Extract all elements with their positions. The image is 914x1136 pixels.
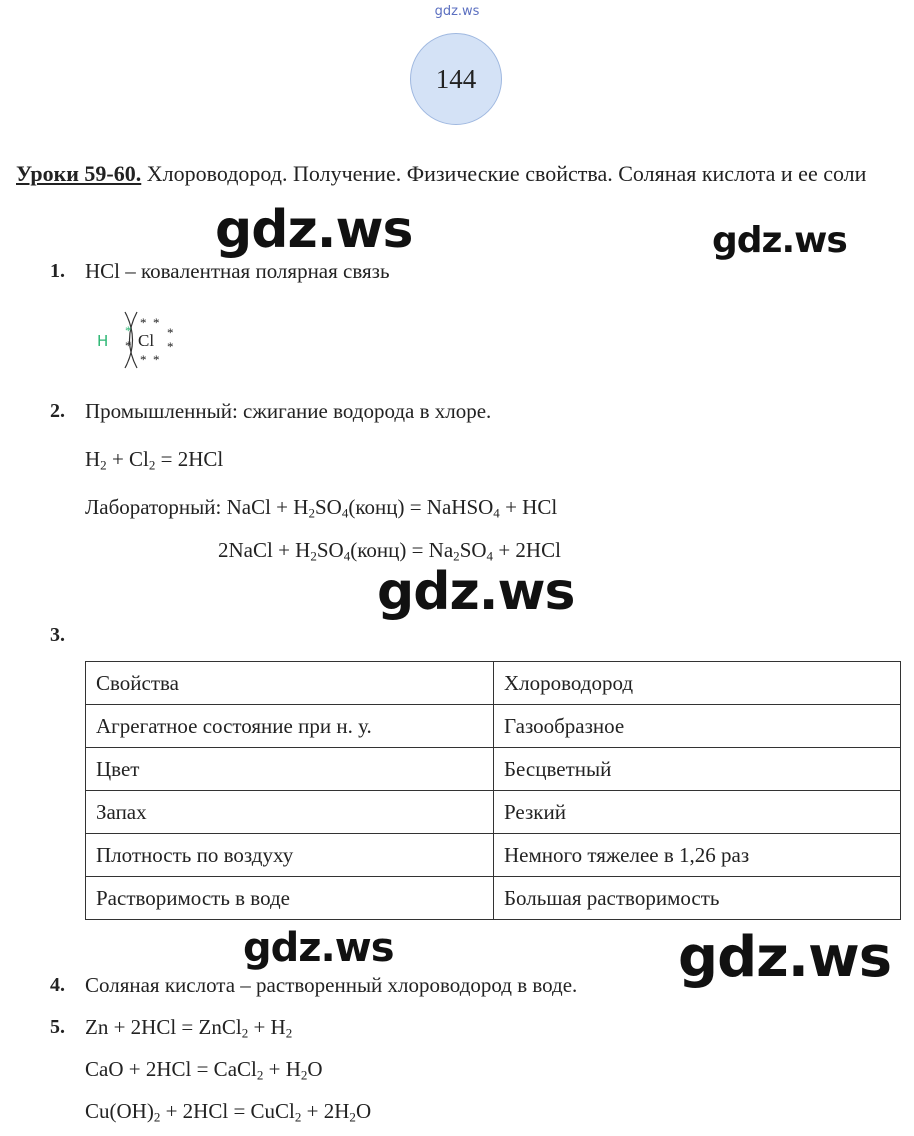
item-number-1: 1. — [50, 260, 65, 282]
watermark: gdz.ws — [678, 925, 892, 990]
table-row — [86, 834, 901, 877]
lesson-heading — [16, 150, 900, 198]
table-row — [86, 791, 901, 834]
equation-5-2: CaO + 2HCl = CaCl$_2$ + $H_2O$ — [85, 1057, 323, 1083]
watermark: gdz.ws — [712, 220, 847, 261]
item-number-2: 2. — [50, 400, 65, 422]
item-number-4: 4. — [50, 974, 65, 996]
equation-2-1: $H_2 + Cl_2 = 2HCl$ — [85, 447, 224, 473]
electron-dot: * — [153, 315, 160, 330]
page-number-badge — [410, 33, 502, 125]
lesson-title: Хлороводород. Получение. Физические свойства. Соляная кислота и ее соли — [146, 161, 867, 186]
industrial-method: Промышленный: сжигание водорода в хлоре. — [85, 399, 492, 423]
watermark: gdz.ws — [215, 200, 413, 260]
table-cell: Свойства — [86, 662, 494, 705]
item-1-text: HCl – ковалентная полярная связь — [85, 259, 390, 283]
electron-dot: * — [167, 325, 174, 340]
item-number-5: 5. — [50, 1016, 65, 1038]
table-row — [86, 705, 901, 748]
electron-dot: * — [153, 352, 160, 367]
table-cell: Резкий — [494, 791, 901, 834]
table-cell: Агрегатное состояние при н. у. — [86, 705, 494, 748]
table-cell: Растворимость в воде — [86, 877, 494, 920]
table-cell: Газообразное — [494, 705, 901, 748]
lab-label: Лабораторный: — [85, 495, 227, 519]
electron-dot: * — [140, 315, 147, 330]
table-row — [86, 877, 901, 920]
item-number-3: 3. — [50, 624, 65, 646]
table-row — [86, 662, 901, 705]
equation-5-1: Zn + 2HCl = ZnCl$_2$ + $H_2$ — [85, 1015, 293, 1041]
top-watermark: gdz.ws — [434, 4, 480, 19]
table-cell: Хлороводород — [494, 662, 901, 705]
electron-dot: * — [125, 338, 132, 353]
table-cell: Немного тяжелее в 1,26 раз — [494, 834, 901, 877]
lewis-structure — [95, 310, 185, 370]
chlorine-symbol: Cl — [138, 331, 155, 350]
electron-dot: * — [167, 339, 174, 354]
table-row — [86, 748, 901, 791]
table-cell: Цвет — [86, 748, 494, 791]
watermark: gdz.ws — [243, 925, 394, 971]
lab-method: Лабораторный: NaCl + $H_2SO_4(конц)$ = NaHSO$_4$ + HCl — [85, 495, 558, 521]
lesson-number: Уроки 59-60. — [16, 161, 142, 186]
hydrogen-symbol: H — [97, 332, 109, 350]
properties-table — [85, 661, 901, 920]
equation-2-3: 2NaCl + $H_2SO_4(конц) = Na_2SO_4 + 2HCl$ — [218, 538, 561, 564]
table-cell: Бесцветный — [494, 748, 901, 791]
table-cell: Плотность по воздуху — [86, 834, 494, 877]
electron-dot: * — [125, 323, 132, 338]
electron-dot: * — [140, 352, 147, 367]
page-number: 144 — [435, 63, 477, 94]
table-cell: Большая растворимость — [494, 877, 901, 920]
item-4-text: Соляная кислота – растворенный хлороводород в воде. — [85, 973, 578, 997]
watermark: gdz.ws — [377, 562, 575, 622]
table-cell: Запах — [86, 791, 494, 834]
equation-5-3: $Cu(OH)_2 + 2HCl$ = CuCl$_2$ + $2H_2O$ — [85, 1099, 372, 1125]
